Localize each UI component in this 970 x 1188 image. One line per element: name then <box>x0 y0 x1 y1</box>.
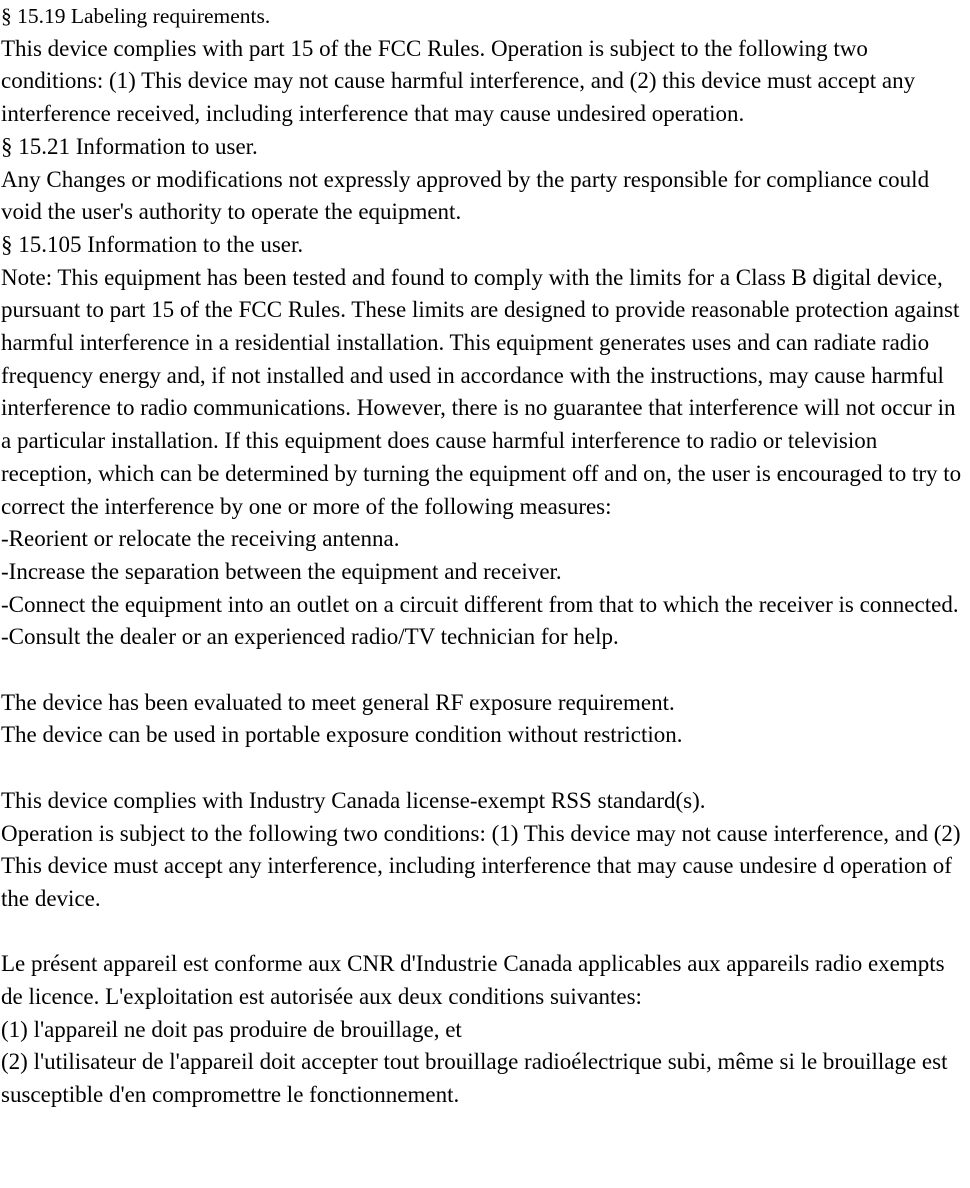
measure-item: -Increase the separation between the equipment and receiver. <box>1 558 562 584</box>
section-15-21-heading: § 15.21 Information to user. <box>1 133 258 159</box>
ic-french-line-3: (2) l'utilisateur de l'appareil doit accepter tout brouillage radioélectrique subi, même si le brouillage est susceptible d'en compromettre le fonctionnement. <box>1 1049 954 1108</box>
section-15-19-body: This device complies with part 15 of the FCC Rules. Operation is subject to the following two conditions: (1) This device may not cause harmful interference, and (2) this device must accept any interference received, including interference that may cause undesired operation. <box>1 35 921 127</box>
section-15-21-body: Any Changes or modifications not expressly approved by the party responsible for compliance could void the user's authority to operate the equipment. <box>1 166 935 225</box>
ic-english-line-2: Operation is subject to the following two conditions: (1) This device may not cause interference, and (2) This device must accept any interference, including interference that may cause undesire d operation of the device. <box>1 820 966 911</box>
rf-exposure-line-1: The device has been evaluated to meet general RF exposure requirement. <box>1 689 675 715</box>
paragraph-gap <box>1 916 970 949</box>
measure-item: -Connect the equipment into an outlet on a circuit different from that to which the receiver is connected. <box>1 591 959 617</box>
section-15-19-heading: § 15.19 Labeling requirements. <box>1 4 271 28</box>
section-15-105-heading: § 15.105 Information to the user. <box>1 231 304 257</box>
ic-english-line-1: This device complies with Industry Canada license-exempt RSS standard(s). <box>1 787 706 813</box>
ic-french-line-1: Le présent appareil est conforme aux CNR d'Industrie Canada applicables aux appareils radio exempts de licence. L'exploitation est autorisée aux deux conditions suivantes: <box>1 951 951 1010</box>
paragraph-gap <box>1 654 970 687</box>
rf-exposure-line-2: The device can be used in portable exposure condition without restriction. <box>1 722 683 748</box>
section-15-105-body: Note: This equipment has been tested and found to comply with the limits for a Class B digital device, pursuant to part 15 of the FCC Rules. These limits are designed to provide reasonable protection against harmful interference in a residential installation. This equipment generates uses and can radiate radio frequency energy and, if not installed and used in accordance with the instructions, may cause harmful interference to radio communications. However, there is no guarantee that interference will not occur in a particular installation. If this equipment does cause harmful interference to radio or television reception, which can be determined by turning the equipment off and on, the user is encouraged to try to correct the interference by one or more of the following measures: <box>1 264 967 519</box>
paragraph-gap <box>1 752 970 785</box>
measure-item: -Consult the dealer or an experienced radio/TV technician for help. <box>1 624 619 650</box>
measure-item: -Reorient or relocate the receiving antenna. <box>1 526 400 552</box>
ic-french-line-2: (1) l'appareil ne doit pas produire de brouillage, et <box>1 1016 462 1042</box>
document <box>1 0 970 1112</box>
